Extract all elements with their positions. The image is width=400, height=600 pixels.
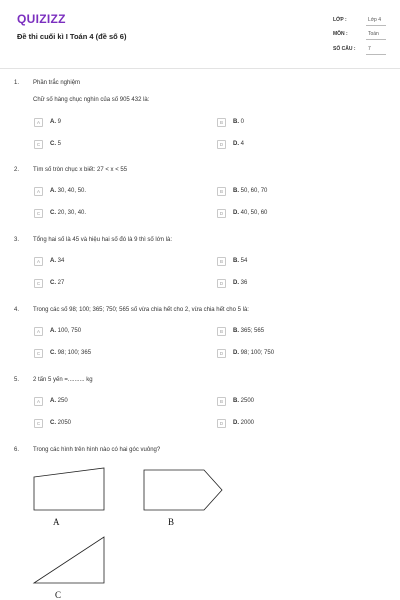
- option-box[interactable]: C: [34, 209, 43, 218]
- option-text: 34: [57, 258, 65, 264]
- option-letter: B.: [233, 258, 239, 264]
- question-text: Tổng hai số là 45 và hiệu hai số đó là 9 thì số lớn là:: [33, 237, 173, 243]
- option-letter: A.: [50, 328, 56, 334]
- option-box[interactable]: A: [34, 397, 43, 406]
- option-letter: C.: [50, 420, 56, 426]
- figure-a-label: A: [53, 517, 60, 527]
- option-letter: D.: [233, 420, 239, 426]
- option-text: 40, 50, 60: [240, 210, 268, 216]
- header-divider: [0, 68, 400, 69]
- question-number: 5.: [14, 377, 20, 383]
- question-text: 2 tấn 5 yến =.......... kg: [33, 377, 93, 383]
- option-text: 365; 565: [240, 328, 265, 334]
- option-text: 250: [57, 398, 68, 404]
- option-text: 2500: [240, 398, 255, 404]
- question-number: 1.: [14, 80, 20, 86]
- option-letter: B.: [233, 188, 239, 194]
- option-text: 36: [240, 280, 248, 286]
- meta-class-label: LỚP :: [333, 17, 347, 23]
- option-letter: B.: [233, 398, 239, 404]
- option-text: 98; 100; 750: [240, 350, 275, 356]
- option-text: 100, 750: [57, 328, 82, 334]
- option-text: 9: [57, 119, 62, 125]
- meta-subject-underline: [366, 39, 386, 40]
- option-text: 2000: [240, 420, 255, 426]
- figure-a-shape: [30, 466, 110, 514]
- option-text: 2050: [57, 420, 72, 426]
- option-letter: C.: [50, 280, 56, 286]
- option-text: 98; 100; 365: [57, 350, 92, 356]
- question-number: 2.: [14, 167, 20, 173]
- option-text: 50, 60, 70: [240, 188, 268, 194]
- meta-count-label: SỐ CÂU :: [333, 46, 356, 52]
- option-letter: D.: [233, 210, 239, 216]
- figure-c-shape: [30, 533, 110, 587]
- option-letter: A.: [50, 398, 56, 404]
- meta-subject-label: MÔN :: [333, 31, 348, 37]
- option-box[interactable]: C: [34, 349, 43, 358]
- option-box[interactable]: D: [217, 419, 226, 428]
- option-letter: A.: [50, 258, 56, 264]
- question-text: Chữ số hàng chục nghìn của số 905 432 là:: [33, 97, 150, 103]
- meta-count-underline: [366, 54, 386, 55]
- meta-class-value: Lớp 4: [368, 17, 382, 23]
- question-text: Trong các số 98; 100; 365; 750; 565 số vừa chia hết cho 2, vừa chia hết cho 5 là:: [33, 307, 249, 313]
- option-text: 5: [57, 141, 62, 147]
- question-number: 6.: [14, 447, 20, 453]
- option-box[interactable]: D: [217, 209, 226, 218]
- option-text: 20, 30, 40.: [57, 210, 87, 216]
- question-text: Tìm số tròn chục x biết: 27 < x < 55: [33, 167, 128, 173]
- option-text: 30, 40, 50.: [57, 188, 87, 194]
- option-letter: C.: [50, 350, 56, 356]
- option-letter: A.: [50, 188, 56, 194]
- option-letter: D.: [233, 350, 239, 356]
- option-box[interactable]: B: [217, 118, 226, 127]
- option-text: 4: [240, 141, 245, 147]
- option-letter: A.: [50, 119, 56, 125]
- option-letter: B.: [233, 328, 239, 334]
- option-box[interactable]: A: [34, 257, 43, 266]
- option-text: 54: [240, 258, 248, 264]
- option-box[interactable]: B: [217, 327, 226, 336]
- quizizz-logo: QUIZIZZ: [17, 12, 66, 26]
- option-box[interactable]: B: [217, 187, 226, 196]
- option-letter: D.: [233, 141, 239, 147]
- option-box[interactable]: D: [217, 279, 226, 288]
- option-letter: B.: [233, 119, 239, 125]
- option-box[interactable]: C: [34, 419, 43, 428]
- figure-c-label: C: [55, 590, 62, 600]
- option-box[interactable]: A: [34, 118, 43, 127]
- option-box[interactable]: D: [217, 140, 226, 149]
- meta-class-underline: [366, 25, 386, 26]
- option-box[interactable]: A: [34, 327, 43, 336]
- meta-count-value: 7: [368, 46, 371, 52]
- option-box[interactable]: C: [34, 140, 43, 149]
- figure-b-shape: [140, 466, 226, 514]
- option-letter: C.: [50, 141, 56, 147]
- worksheet-title: Đề thi cuối kì I Toán 4 (đề số 6): [17, 32, 127, 41]
- question-number: 3.: [14, 237, 20, 243]
- worksheet-header: [0, 0, 400, 64]
- question-text: Trong các hình trên hình nào có hai góc vuông?: [33, 447, 161, 453]
- option-box[interactable]: B: [217, 397, 226, 406]
- figure-b-label: B: [168, 517, 175, 527]
- option-text: 0: [240, 119, 245, 125]
- question-number: 4.: [14, 307, 20, 313]
- option-letter: D.: [233, 280, 239, 286]
- question-section: Phần trắc nghiệm: [33, 80, 81, 86]
- option-box[interactable]: C: [34, 279, 43, 288]
- option-box[interactable]: B: [217, 257, 226, 266]
- meta-subject-value: Toán: [368, 31, 379, 37]
- option-letter: C.: [50, 210, 56, 216]
- option-box[interactable]: D: [217, 349, 226, 358]
- option-text: 27: [57, 280, 65, 286]
- option-box[interactable]: A: [34, 187, 43, 196]
